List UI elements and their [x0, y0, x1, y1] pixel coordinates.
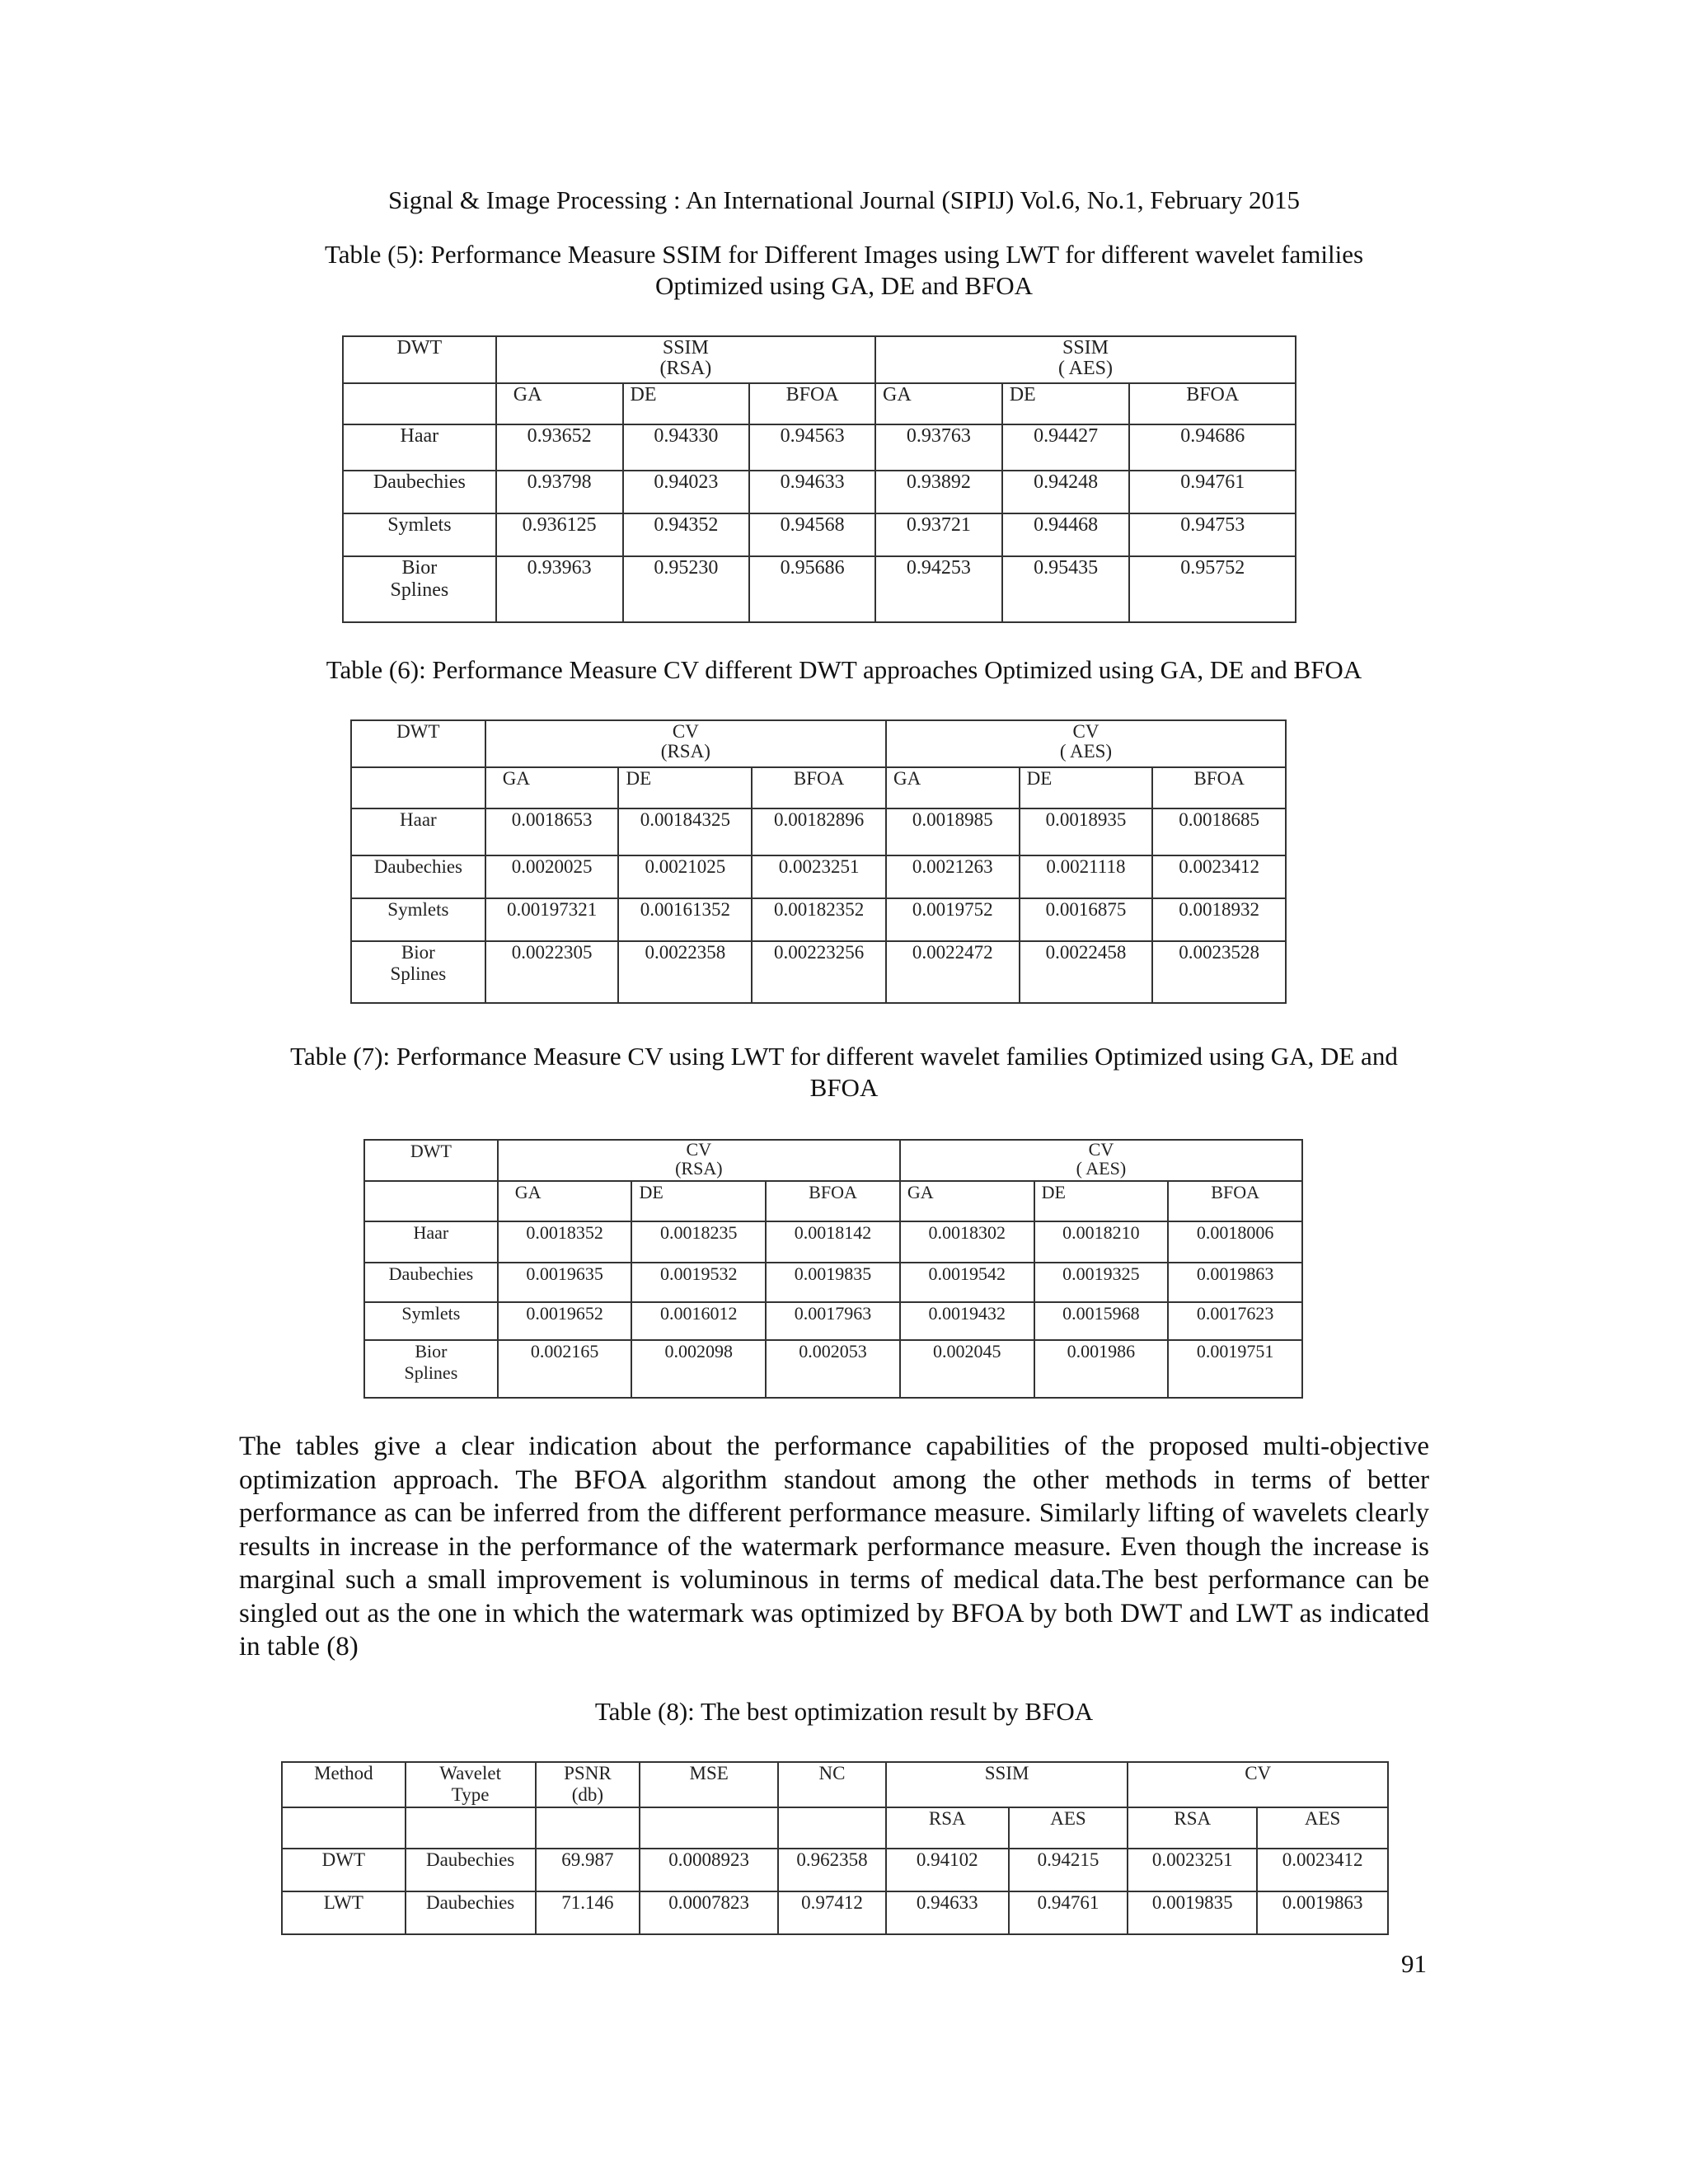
table-cell: Daubechies — [406, 1849, 536, 1891]
table8-head-mse: MSE — [640, 1762, 778, 1807]
table6-subhead: BFOA — [1152, 767, 1286, 808]
table-cell: 0.0021118 — [1020, 855, 1153, 898]
table-cell: 0.0021263 — [886, 855, 1020, 898]
table-cell: 0.0019635 — [498, 1263, 632, 1302]
table-cell: 0.0019652 — [498, 1302, 632, 1340]
table7-group2-line1: CV — [1088, 1139, 1114, 1160]
table-cell: Daubechies — [406, 1891, 536, 1934]
table7-caption-line2: BFOA — [809, 1073, 879, 1102]
table5-caption-line2: Optimized using GA, DE and BFOA — [654, 271, 1034, 300]
table6 — [350, 719, 1287, 1004]
table-cell: 0.00197321 — [485, 898, 619, 941]
table-cell: 0.0022458 — [1020, 941, 1153, 1003]
table5-group1 — [496, 336, 875, 383]
table-cell: 0.93652 — [496, 424, 623, 471]
table-cell: 0.0018302 — [900, 1221, 1034, 1263]
table-cell: 0.001986 — [1034, 1340, 1169, 1398]
running-header: Signal & Image Processing : An International Journal (SIPIJ) Vol.6, No.1, February 2015 — [387, 185, 1301, 214]
table8-subhead-empty — [536, 1807, 640, 1849]
row-label — [364, 1340, 498, 1398]
table6-subhead-row — [351, 767, 1286, 808]
table-cell: 0.94248 — [1002, 471, 1130, 513]
table-row — [364, 1340, 1302, 1398]
row-label-line1: Bior — [415, 1341, 448, 1361]
table-cell: 0.0018985 — [886, 808, 1020, 855]
table5-caption — [0, 239, 1688, 302]
table-cell: 0.0018685 — [1152, 808, 1286, 855]
table5-group2-line1: SSIM — [1062, 337, 1109, 359]
table5-group-row — [343, 336, 1296, 383]
table7-group2 — [900, 1140, 1302, 1181]
table8-head-psnr — [536, 1762, 640, 1807]
table-row — [364, 1221, 1302, 1263]
table7-group1-line2: (RSA) — [675, 1158, 723, 1179]
table-row — [364, 1263, 1302, 1302]
table6-subhead: DE — [1020, 767, 1153, 808]
table-cell: 0.0019325 — [1034, 1263, 1169, 1302]
table-row — [351, 855, 1286, 898]
table-cell: 0.0019835 — [1128, 1891, 1257, 1934]
row-label-line1: Bior — [401, 942, 435, 963]
table7-group2-line2: ( AES) — [1076, 1158, 1127, 1179]
table6-corner: DWT — [351, 720, 485, 767]
table-cell: 0.002098 — [631, 1340, 766, 1398]
row-label-line2: Splines — [390, 579, 449, 601]
table-cell: 0.0018210 — [1034, 1221, 1169, 1263]
table-cell: LWT — [282, 1891, 406, 1934]
table8-subhead-row — [282, 1807, 1388, 1849]
table-cell: 0.00182896 — [752, 808, 886, 855]
table6-subhead-empty — [351, 767, 485, 808]
table5-subhead: DE — [623, 383, 750, 424]
table6-subhead: BFOA — [752, 767, 886, 808]
table6-group-row — [351, 720, 1286, 767]
row-label: Haar — [343, 424, 496, 471]
row-label: Daubechies — [343, 471, 496, 513]
table-cell: 0.0019863 — [1168, 1263, 1302, 1302]
table-cell: 0.002053 — [766, 1340, 900, 1398]
table-cell: 0.94215 — [1009, 1849, 1128, 1891]
table5-subhead: BFOA — [749, 383, 875, 424]
table8-subhead: RSA — [1128, 1807, 1257, 1849]
table5-subhead-empty — [343, 383, 496, 424]
table-cell: 0.95435 — [1002, 556, 1130, 622]
table5 — [342, 335, 1296, 623]
table-cell: 0.936125 — [496, 513, 623, 556]
table-cell: 0.0019532 — [631, 1263, 766, 1302]
table5-group2-line2: ( AES) — [1057, 358, 1113, 379]
row-label: Symlets — [343, 513, 496, 556]
table6-caption: Table (6): Performance Measure CV different DWT approaches Optimized using GA, DE and BFOA — [326, 655, 1362, 684]
table-row — [343, 471, 1296, 513]
table-cell: 0.0018352 — [498, 1221, 632, 1263]
table8-caption: Table (8): The best optimization result by BFOA — [594, 1697, 1094, 1726]
table7-subhead: GA — [498, 1181, 632, 1221]
table-cell: 0.94427 — [1002, 424, 1130, 471]
table-cell: 0.0019542 — [900, 1263, 1034, 1302]
table-cell: 0.0019432 — [900, 1302, 1034, 1340]
table-cell: 0.0007823 — [640, 1891, 778, 1934]
row-label: Symlets — [364, 1302, 498, 1340]
row-label: Symlets — [351, 898, 485, 941]
table6-subhead: GA — [485, 767, 619, 808]
table-cell: 0.0019863 — [1257, 1891, 1388, 1934]
table-cell: 0.95686 — [749, 556, 875, 622]
table-cell: 0.94023 — [623, 471, 750, 513]
table7 — [363, 1139, 1303, 1399]
table8-subhead: AES — [1009, 1807, 1128, 1849]
table-cell: 0.00223256 — [752, 941, 886, 1003]
table8-head-psnr-line1: PSNR — [564, 1763, 612, 1783]
table-row — [351, 898, 1286, 941]
table-cell: 0.002045 — [900, 1340, 1034, 1398]
table5-group1-line2: (RSA) — [659, 358, 712, 379]
table-cell: 0.0015968 — [1034, 1302, 1169, 1340]
table7-corner: DWT — [364, 1140, 498, 1181]
table-cell: 0.94753 — [1129, 513, 1296, 556]
table-cell: 0.0018142 — [766, 1221, 900, 1263]
table-cell: 0.0018006 — [1168, 1221, 1302, 1263]
table-cell: 0.93763 — [875, 424, 1002, 471]
table6-group1-line1: CV — [672, 721, 699, 742]
table-row — [343, 424, 1296, 471]
table5-group2 — [875, 336, 1296, 383]
table5-corner: DWT — [343, 336, 496, 383]
table-cell: 0.0022305 — [485, 941, 619, 1003]
table-row — [282, 1849, 1388, 1891]
table5-group1-line1: SSIM — [662, 337, 709, 359]
table-cell: 0.0008923 — [640, 1849, 778, 1891]
table8-subhead-empty — [282, 1807, 406, 1849]
table8-head-wavelet-line2: Type — [451, 1784, 490, 1805]
table-cell: 0.0018653 — [485, 808, 619, 855]
table6-group1 — [485, 720, 886, 767]
row-label: Haar — [351, 808, 485, 855]
table-cell: 0.0023251 — [752, 855, 886, 898]
table-cell: 0.94568 — [749, 513, 875, 556]
table-row — [351, 808, 1286, 855]
table5-subhead-row — [343, 383, 1296, 424]
table-cell: 0.0016875 — [1020, 898, 1153, 941]
table-cell: 0.0023251 — [1128, 1849, 1257, 1891]
row-label — [351, 941, 485, 1003]
table-cell: 0.0019752 — [886, 898, 1020, 941]
table5-caption-line1: Table (5): Performance Measure SSIM for Different Images using LWT for different wavelet families — [324, 240, 1364, 269]
table-cell: 0.00161352 — [618, 898, 752, 941]
table5-subhead: GA — [875, 383, 1002, 424]
table-cell: 0.0018935 — [1020, 808, 1153, 855]
table-cell: 0.0023528 — [1152, 941, 1286, 1003]
table7-group1-line1: CV — [686, 1139, 712, 1160]
table-cell: 0.94563 — [749, 424, 875, 471]
table-cell: 0.94253 — [875, 556, 1002, 622]
table-cell: 0.0016012 — [631, 1302, 766, 1340]
table8-head-ssim: SSIM — [886, 1762, 1128, 1807]
table8-head-nc: NC — [778, 1762, 886, 1807]
table6-group2-line2: ( AES) — [1059, 741, 1113, 762]
table-cell: 0.962358 — [778, 1849, 886, 1891]
table7-subhead-empty — [364, 1181, 498, 1221]
table-row — [282, 1891, 1388, 1934]
table8-subhead-empty — [406, 1807, 536, 1849]
table6-group2-line1: CV — [1072, 721, 1100, 742]
table-cell: 0.0017623 — [1168, 1302, 1302, 1340]
table-cell: 69.987 — [536, 1849, 640, 1891]
table7-subhead: GA — [900, 1181, 1034, 1221]
table-cell: 71.146 — [536, 1891, 640, 1934]
table5-subhead: BFOA — [1129, 383, 1296, 424]
table8-head-psnr-line2: (db) — [571, 1784, 604, 1805]
table-cell: 0.94686 — [1129, 424, 1296, 471]
table7-group1 — [498, 1140, 900, 1181]
table-cell: 0.0022358 — [618, 941, 752, 1003]
row-label-line2: Splines — [404, 1362, 458, 1383]
table8-header-row — [282, 1762, 1388, 1807]
table-cell: 0.94468 — [1002, 513, 1130, 556]
table-cell: 0.0019751 — [1168, 1340, 1302, 1398]
table-row — [364, 1302, 1302, 1340]
table-cell: 0.94761 — [1009, 1891, 1128, 1934]
table6-subhead: GA — [886, 767, 1020, 808]
page-number: 91 — [1401, 1949, 1427, 1978]
table-cell: 0.94102 — [886, 1849, 1009, 1891]
table-cell: 0.00182352 — [752, 898, 886, 941]
row-label-line1: Bior — [401, 557, 438, 579]
table-cell: 0.94633 — [886, 1891, 1009, 1934]
table5-subhead: GA — [496, 383, 623, 424]
table7-subhead: BFOA — [766, 1181, 900, 1221]
table-cell: 0.0017963 — [766, 1302, 900, 1340]
table-cell: 0.93963 — [496, 556, 623, 622]
table-cell: 0.0019835 — [766, 1263, 900, 1302]
table7-subhead-row — [364, 1181, 1302, 1221]
table-cell: 0.002165 — [498, 1340, 632, 1398]
table-cell: 0.0018932 — [1152, 898, 1286, 941]
table-cell: 0.93892 — [875, 471, 1002, 513]
table-cell: 0.95752 — [1129, 556, 1296, 622]
table8-head-wavelet — [406, 1762, 536, 1807]
table-cell: 0.0018235 — [631, 1221, 766, 1263]
row-label: Daubechies — [351, 855, 485, 898]
table8-subhead-empty — [778, 1807, 886, 1849]
table8-subhead-empty — [640, 1807, 778, 1849]
table-cell: 0.93721 — [875, 513, 1002, 556]
table8-head-method: Method — [282, 1762, 406, 1807]
table-cell: 0.94330 — [623, 424, 750, 471]
table-cell: 0.94633 — [749, 471, 875, 513]
row-label: Daubechies — [364, 1263, 498, 1302]
table-cell: 0.95230 — [623, 556, 750, 622]
table-cell: 0.0022472 — [886, 941, 1020, 1003]
table-cell: 0.94761 — [1129, 471, 1296, 513]
table8-head-wavelet-line1: Wavelet — [439, 1763, 501, 1783]
table5-subhead: DE — [1002, 383, 1130, 424]
table7-subhead: BFOA — [1168, 1181, 1302, 1221]
table8 — [281, 1761, 1389, 1935]
row-label — [343, 556, 496, 622]
table-cell: 0.0023412 — [1152, 855, 1286, 898]
table7-group-row — [364, 1140, 1302, 1181]
table-cell: 0.00184325 — [618, 808, 752, 855]
table-row — [343, 556, 1296, 622]
table7-subhead: DE — [1034, 1181, 1169, 1221]
body-paragraph: The tables give a clear indication about the performance capabilities of the proposed multi-objective optimization approach. The BFOA algorithm standout among the other methods in terms of better performance as can be inferred from the different performance measure. Similarly lifting of wavelets clearly results in increase in the performance of the watermark performance measure. Even though the increase is marginal such a small improvement is voluminous in terms of medical data.The best performance can be singled out as the one in which the watermark was optimized by BFOA by both DWT and LWT as indicated in table (8) — [239, 1432, 1429, 1661]
table-cell: 0.0021025 — [618, 855, 752, 898]
table7-caption — [0, 1041, 1688, 1104]
table8-head-cv: CV — [1128, 1762, 1388, 1807]
table-row — [343, 513, 1296, 556]
table7-caption-line1: Table (7): Performance Measure CV using LWT for different wavelet families Optimized using GA, DE and — [290, 1042, 1398, 1071]
table-cell: 0.97412 — [778, 1891, 886, 1934]
table-cell: 0.93798 — [496, 471, 623, 513]
table8-subhead: AES — [1257, 1807, 1388, 1849]
table6-subhead: DE — [618, 767, 752, 808]
row-label: Haar — [364, 1221, 498, 1263]
table6-group2 — [886, 720, 1286, 767]
table8-subhead: RSA — [886, 1807, 1009, 1849]
table-row — [351, 941, 1286, 1003]
table6-group1-line2: (RSA) — [660, 741, 710, 762]
table-cell: DWT — [282, 1849, 406, 1891]
table-cell: 0.0020025 — [485, 855, 619, 898]
table7-subhead: DE — [631, 1181, 766, 1221]
row-label-line2: Splines — [390, 963, 447, 984]
table-cell: 0.0023412 — [1257, 1849, 1388, 1891]
table-cell: 0.94352 — [623, 513, 750, 556]
